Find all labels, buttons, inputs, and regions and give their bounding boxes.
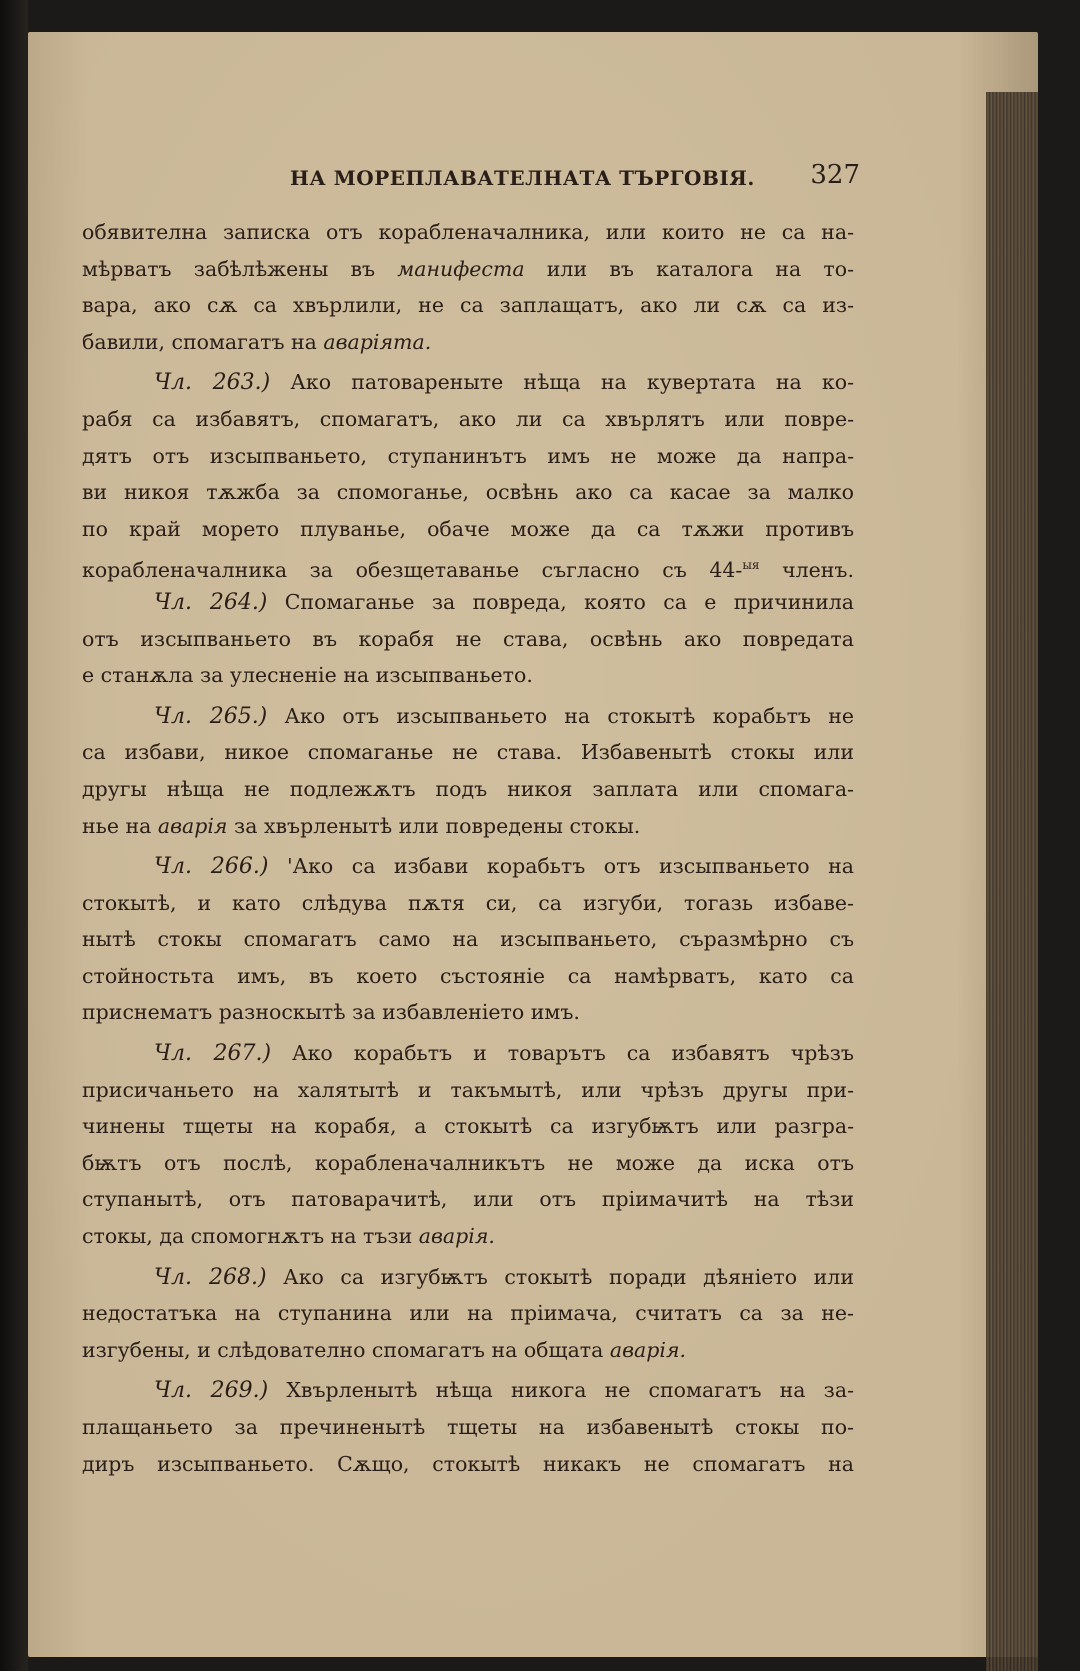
text-line (82, 1072, 854, 1109)
text-line (82, 1372, 854, 1409)
text-line (82, 994, 854, 1031)
text-line (82, 547, 854, 584)
text-line (82, 698, 854, 735)
text-line (82, 808, 854, 845)
line-text: по край морето плуванье, обаче може да са тѫжи противъ (82, 516, 854, 541)
text-line (82, 1181, 854, 1218)
paragraph-continuation (82, 214, 854, 360)
article-267 (82, 1035, 854, 1255)
text-line (82, 657, 854, 694)
text-line (82, 1332, 854, 1369)
line-text: са избави, никое спомаганье не става. Избавенытѣ стокы или (82, 740, 854, 765)
line-text: нытѣ стокы спомагатъ само на изсыпваньето, съразмѣрно съ (82, 927, 854, 952)
line-text: вара, ако сѫ са хвърлили, не са заплащатъ, ако ли сѫ са из- (82, 293, 854, 318)
line-text: рабя са избавятъ, спомагатъ, ако ли са хвърлятъ или повре- (82, 406, 854, 431)
text-line (82, 438, 854, 475)
text-line (82, 251, 854, 288)
line-text: мѣрватъ забѣлѣжены въ (82, 256, 398, 281)
text-line (82, 885, 854, 922)
line-text: приснематъ разноскытѣ за избавленiето имъ. (82, 1000, 580, 1025)
text-line (82, 1409, 854, 1446)
article-label: Чл. 267.) (154, 1041, 272, 1067)
text-line (82, 1259, 854, 1296)
line-text: изгубены, и слѣдователно спомагатъ на общата (82, 1337, 610, 1362)
text-line (82, 1295, 854, 1332)
text-line (82, 1108, 854, 1145)
article-268 (82, 1259, 854, 1369)
line-text: Ако отъ изсыпваньето на стокытѣ корабьтъ не (267, 703, 854, 728)
line-text: стокы, да спомогнѫтъ на тъзи (82, 1224, 419, 1249)
article-264 (82, 584, 854, 694)
line-text: Ако патовареныте нѣща на кувертата на ко- (270, 370, 854, 395)
text-line (82, 1035, 854, 1072)
running-head: НА МОРЕПЛАВАТЕЛНАТА ТЪРГОВІЯ. (290, 166, 755, 190)
line-text: или въ каталога на то- (524, 256, 854, 281)
line-text: плащаньето за пречиненытѣ тщеты на избавенытѣ стокы по- (82, 1415, 854, 1439)
text-line (82, 921, 854, 958)
line-text: обявителна записка отъ корабленачалника, или които не са на- (82, 220, 854, 244)
text-line (82, 1145, 854, 1182)
text-line (82, 214, 854, 251)
italic-term: аварiя (157, 813, 228, 838)
line-text: недостатъка на ступанина или на прiимача, считатъ са за не- (82, 1301, 854, 1326)
spine-shadow (0, 0, 28, 1671)
text-line (82, 621, 854, 658)
line-text: ви никоя тѫжба за спомоганье, освѣнь ако са касае за малко (82, 480, 854, 505)
line-text: бавили, спомагатъ на (82, 329, 324, 354)
article-266 (82, 848, 854, 1031)
article-269 (82, 1372, 854, 1482)
text-line (82, 364, 854, 401)
text-line (82, 287, 854, 324)
text-line (82, 1218, 854, 1255)
line-text: Ако са изгубѭтъ стокытѣ поради дѣянiето или (266, 1264, 854, 1289)
article-label: Чл. 269.) (154, 1378, 269, 1404)
article-label: Чл. 268.) (154, 1264, 267, 1290)
italic-term: манифеста (397, 256, 525, 281)
superscript: ыя (742, 558, 760, 573)
text-line (82, 401, 854, 438)
italic-term: аварiя. (609, 1337, 687, 1362)
text-line (82, 958, 854, 995)
line-text: членъ. (759, 558, 854, 583)
page-body (82, 214, 854, 1482)
italic-term: аварiя. (418, 1224, 495, 1249)
line-text: диръ изсыпваньето. Сѫщо, стокытѣ никакъ не спомагатъ на (82, 1451, 854, 1476)
line-text: Хвърленытѣ нѣща никога не спомагатъ на за- (268, 1378, 854, 1403)
page-edges (986, 92, 1038, 1671)
article-label: Чл. 263.) (154, 370, 271, 396)
line-text: нье на (82, 813, 158, 838)
line-text: другы нѣща не подлежѫтъ подъ никоя заплата или спомага- (82, 776, 854, 801)
text-line (82, 584, 854, 621)
line-text: присичаньето на халятытѣ и такъмытѣ, или чрѣзъ другы при- (82, 1077, 854, 1102)
line-text: стойностьта имъ, въ което състоянiе са намѣрватъ, като са (82, 963, 854, 988)
line-text: стокытѣ, и като слѣдува пѫтя си, са изгуби, тогазь избаве- (82, 890, 854, 915)
line-text: дятъ отъ изсыпваньето, ступанинътъ имъ не може да напра- (82, 443, 854, 468)
text-line (82, 848, 854, 885)
text-line (82, 1446, 854, 1483)
line-text: бѭтъ отъ послѣ, корабленачалникътъ не може да иска отъ (82, 1150, 854, 1175)
article-265 (82, 698, 854, 844)
text-line (82, 734, 854, 771)
article-263 (82, 364, 854, 584)
line-text: Спомаганье за повреда, която са е причинила (267, 589, 854, 614)
article-label: Чл. 265.) (154, 703, 268, 729)
text-line (82, 511, 854, 548)
text-line (82, 771, 854, 808)
article-label: Чл. 266.) (154, 854, 269, 880)
line-text: 'Ако са избави корабьтъ отъ изсыпваньето на (268, 854, 854, 879)
italic-term: аварiята. (323, 329, 432, 354)
page-number: 327 (810, 160, 860, 190)
line-text: чинены тщеты на корабя, а стокытѣ са изгубѭтъ или разгра- (82, 1114, 854, 1139)
line-text: отъ изсыпваньето въ корабя не става, освѣнь ако повредата (82, 626, 854, 651)
line-text: ступанытѣ, отъ патоварачитѣ, или отъ прiимачитѣ на тѣзи (82, 1187, 854, 1212)
line-text: за хвърленытѣ или повредены стокы. (227, 813, 641, 838)
page-header (290, 160, 860, 200)
text-line (82, 474, 854, 511)
line-text: Ако корабьтъ и товарътъ са избавятъ чрѣзъ (271, 1041, 854, 1066)
line-text: корабленачалника за обезщетаванье съгласно съ 44- (82, 558, 743, 583)
article-label: Чл. 264.) (154, 589, 268, 615)
text-line (82, 324, 854, 361)
line-text: е станѫла за улесненiе на изсыпваньето. (82, 663, 533, 688)
